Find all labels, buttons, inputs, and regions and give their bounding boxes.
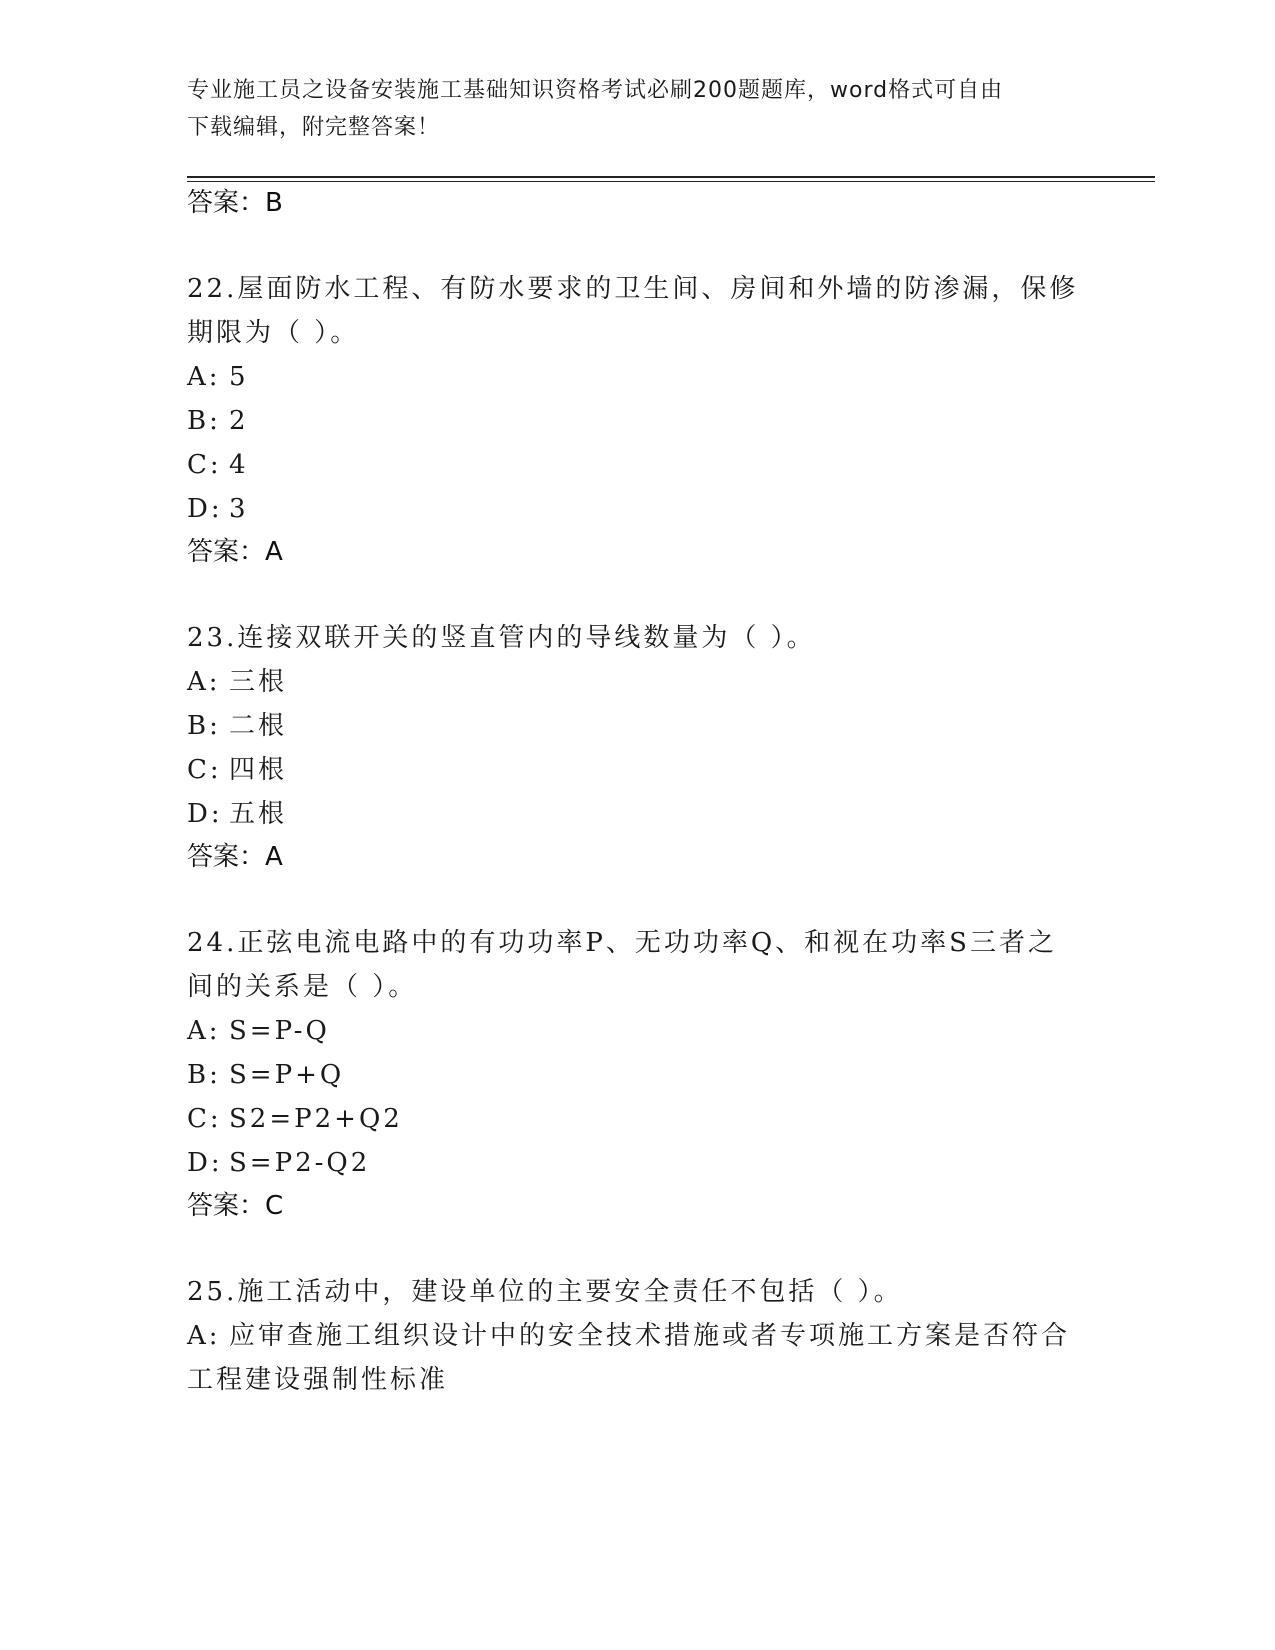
header-line-2: 下载编辑，附完整答案！: [187, 115, 441, 140]
option-text: S2=P2+Q2: [229, 1104, 403, 1134]
option-text: 2: [229, 406, 249, 436]
question-22-stem-line-2: 期限为（ ）。: [187, 318, 360, 348]
option-text: S=P-Q: [229, 1016, 330, 1046]
question-22-stem-line-1: 22.屋面防水工程、有防水要求的卫生间、房间和外墙的防渗漏，保修: [187, 274, 1079, 304]
option-label: B:: [187, 711, 221, 741]
option-label: C:: [187, 1104, 222, 1134]
page-header: [187, 72, 1067, 146]
question-22-option-b: [187, 404, 249, 438]
question-24-answer: 答案：C: [187, 1191, 284, 1221]
option-label: D:: [187, 494, 223, 524]
question-23-answer: 答案：A: [187, 842, 283, 872]
option-text: 二根: [229, 711, 288, 741]
header-line-1: 专业施工员之设备安装施工基础知识资格考试必刷200题题库，word格式可自由: [187, 78, 1004, 103]
option-label: D:: [187, 1148, 223, 1178]
question-24-option-d: [187, 1146, 370, 1180]
question-23-option-c: [187, 753, 287, 787]
question-24-stem-line-1: 24.正弦电流电路中的有功功率P、无功功率Q、和视在功率S三者之: [187, 928, 1057, 958]
option-label: C:: [187, 450, 222, 480]
question-24-stem-line-2: 间的关系是（ ）。: [187, 972, 418, 1002]
option-text: S=P2-Q2: [229, 1148, 371, 1178]
option-text: 应审查施工组织设计中的安全技术措施或者专项施工方案是否符合: [229, 1321, 1071, 1351]
header-divider-thick: [187, 176, 1155, 178]
option-text: 五根: [229, 799, 288, 829]
question-22-option-d: [187, 492, 249, 526]
option-text: 四根: [229, 755, 288, 785]
question-23-option-d: [187, 797, 287, 831]
question-25-option-a: [187, 1319, 1070, 1353]
option-label: A:: [187, 667, 221, 697]
option-text: 3: [229, 494, 249, 524]
option-text: 4: [229, 450, 249, 480]
option-label: C:: [187, 755, 222, 785]
question-24-option-a: [187, 1014, 330, 1048]
question-23-option-a: [187, 665, 287, 699]
option-text: 三根: [229, 667, 288, 697]
option-label: B:: [187, 1060, 221, 1090]
option-label: B:: [187, 406, 221, 436]
option-label: A:: [187, 1321, 221, 1351]
question-22-option-a: [187, 360, 249, 394]
question-22-answer: 答案：A: [187, 537, 283, 567]
option-label: A:: [187, 1016, 221, 1046]
option-text: 5: [229, 362, 249, 392]
option-text: S=P+Q: [229, 1060, 345, 1090]
previous-answer: 答案：B: [187, 188, 283, 218]
option-label: D:: [187, 799, 223, 829]
question-24-option-c: [187, 1102, 403, 1136]
question-22-option-c: [187, 448, 249, 482]
question-24-option-b: [187, 1058, 344, 1092]
question-25-stem-line-1: 25.施工活动中，建设单位的主要安全责任不包括（ ）。: [187, 1277, 903, 1307]
question-25-option-a-continued: 工程建设强制性标准: [187, 1365, 449, 1395]
question-23-stem-line-1: 23.连接双联开关的竖直管内的导线数量为（ ）。: [187, 623, 816, 653]
option-label: A:: [187, 362, 221, 392]
question-23-option-b: [187, 709, 287, 743]
header-divider-thin: [187, 181, 1155, 182]
